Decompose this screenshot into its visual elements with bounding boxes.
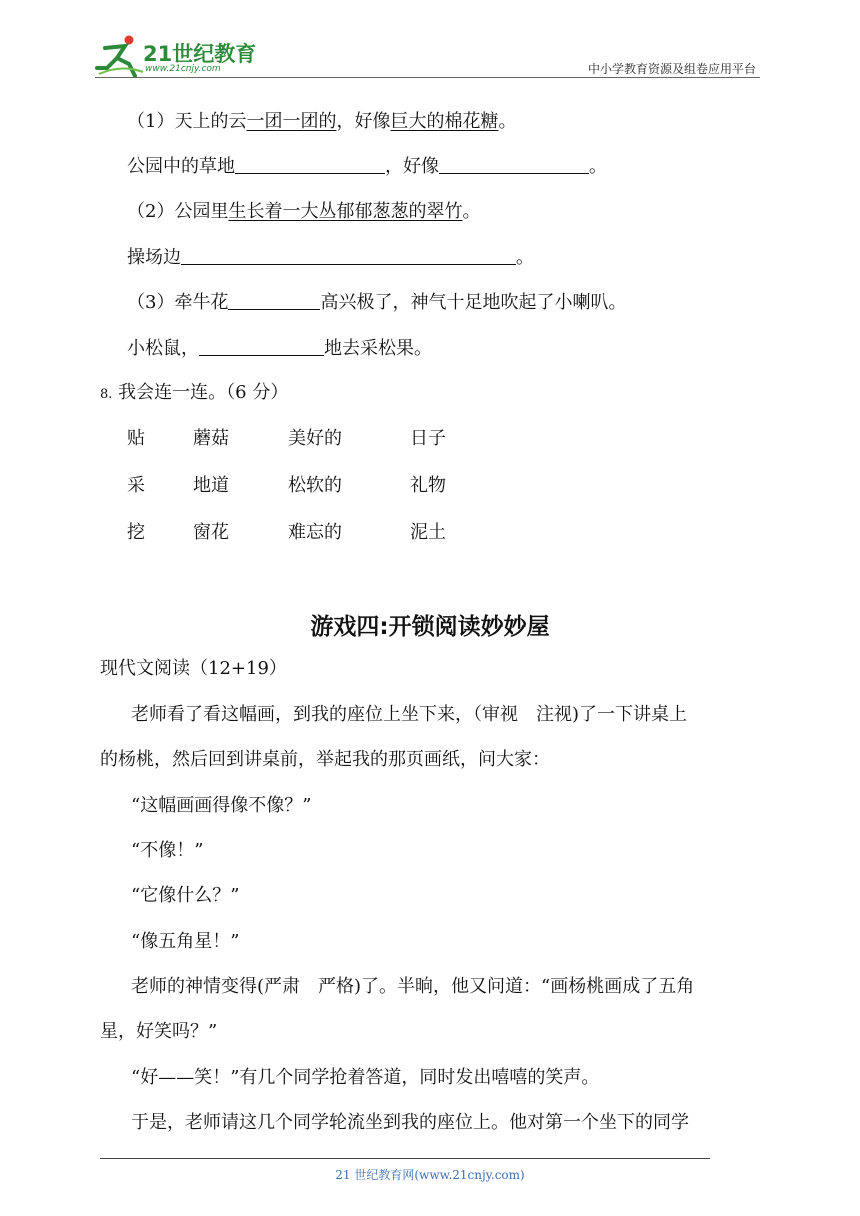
match-item[interactable]: 礼物 — [410, 475, 446, 496]
text: 。 — [462, 201, 481, 222]
passage-line: 于是，老师请这几个同学轮流坐到我的座位上。他对第一个坐下的同学 — [131, 1112, 689, 1133]
q7-sentence-2 — [127, 200, 480, 224]
header-tagline: 中小学教育资源及组卷应用平台 — [587, 62, 756, 76]
match-item[interactable]: 泥土 — [410, 522, 446, 543]
passage-line: “这幅画画得像不像？” — [131, 795, 312, 816]
match-item[interactable]: 挖 — [127, 522, 145, 543]
answer-blank[interactable] — [199, 337, 324, 356]
passage-line: “它像什么？” — [131, 885, 240, 906]
text: 高兴极了，神气十足地吹起了小喇叭。 — [320, 292, 627, 313]
underlined-phrase: 生长着一大丛郁郁葱葱的翠竹 — [228, 201, 463, 222]
section-title: 游戏四:开锁阅读妙妙屋 — [310, 614, 550, 640]
passage-line: 老师的神情变得(严肃 严格)了。半晌，他又问道：“画杨桃画成了五角 — [131, 976, 695, 997]
footer-link[interactable]: 21 世纪教育网(www.21cnjy.com) — [335, 1168, 525, 1182]
match-item[interactable]: 窗花 — [193, 522, 229, 543]
q7-fill-1 — [127, 155, 607, 179]
site-logo[interactable] — [95, 34, 275, 78]
text: ，好像 — [336, 111, 391, 132]
match-item[interactable]: 美好的 — [288, 428, 342, 449]
text: （2）公园里 — [127, 201, 229, 222]
logo-url: www.21cnjy.com — [145, 64, 221, 74]
q7-sentence-1 — [127, 110, 516, 134]
match-item[interactable]: 采 — [127, 475, 145, 496]
answer-blank[interactable] — [181, 246, 516, 265]
match-item[interactable]: 松软的 — [288, 475, 342, 496]
page-header — [95, 34, 760, 80]
q7-fill-2 — [127, 246, 534, 270]
text: ，好像 — [385, 156, 439, 177]
underlined-phrase: 一团一团的 — [246, 111, 337, 132]
question-text: 我会连一连。（6 分） — [118, 382, 289, 403]
q7-sentence-3 — [127, 291, 626, 315]
text: 操场边 — [127, 247, 181, 268]
runner-logo-icon — [95, 34, 145, 78]
passage-line: 的杨桃，然后回到讲桌前，举起我的那页画纸，问大家： — [100, 749, 550, 770]
text: （1）天上的云 — [127, 111, 247, 132]
header-divider — [95, 77, 760, 78]
answer-blank[interactable] — [228, 291, 320, 310]
text: 地去采松果。 — [324, 338, 432, 359]
passage-line: “好——笑！”有几个同学抢着答道，同时发出嘻嘻的笑声。 — [131, 1067, 600, 1088]
passage-line: “像五角星！” — [131, 931, 240, 952]
footer-divider — [100, 1158, 710, 1159]
section-subtitle: 现代文阅读（12+19） — [100, 658, 287, 679]
answer-blank[interactable] — [235, 155, 385, 174]
match-item[interactable]: 蘑菇 — [193, 428, 229, 449]
passage-line: 老师看了看这幅画，到我的座位上坐下来，（审视 注视)了一下讲桌上 — [131, 704, 688, 725]
text: 。 — [516, 247, 534, 268]
q7-fill-3 — [127, 337, 432, 361]
answer-blank[interactable] — [439, 155, 589, 174]
passage-line: “不像！” — [131, 840, 204, 861]
question-number: 8. — [100, 387, 113, 402]
text: （3）牵牛花 — [127, 292, 229, 313]
match-item[interactable]: 贴 — [127, 428, 145, 449]
text: 公园中的草地 — [127, 156, 235, 177]
text: 。 — [589, 156, 607, 177]
match-item[interactable]: 日子 — [410, 428, 446, 449]
match-item[interactable]: 难忘的 — [288, 522, 342, 543]
q8-prompt — [100, 381, 288, 407]
passage-line: 星，好笑吗？” — [100, 1021, 218, 1042]
logo-wordmark: 21世纪教育 — [143, 42, 257, 66]
match-item[interactable]: 地道 — [193, 475, 229, 496]
underlined-phrase: 巨大的棉花糖 — [390, 111, 499, 132]
text: 小松鼠， — [127, 338, 199, 359]
text: 。 — [498, 111, 517, 132]
